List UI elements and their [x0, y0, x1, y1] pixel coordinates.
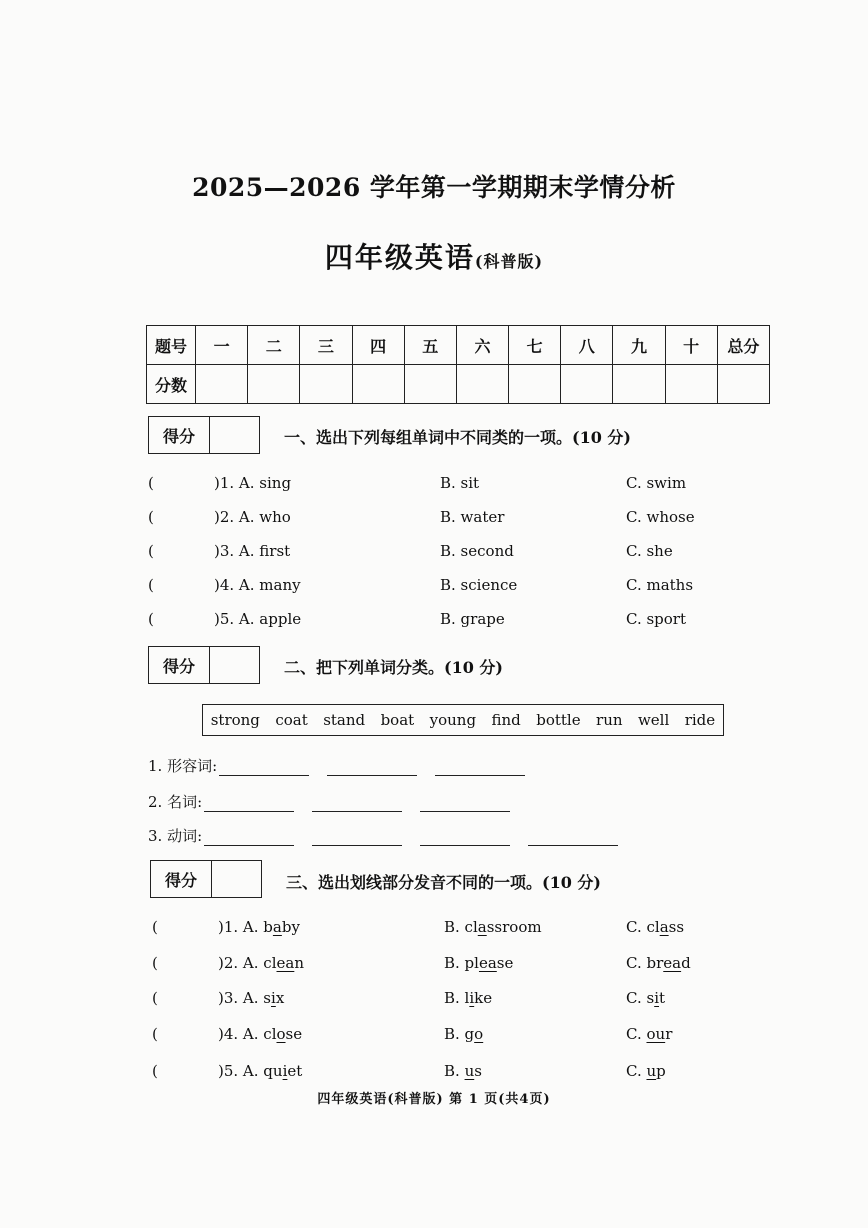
answer-paren[interactable]: ( [148, 542, 154, 560]
score-table-score-row [147, 365, 770, 404]
score-table-header-row [147, 326, 770, 365]
score-cell[interactable] [509, 365, 561, 404]
word-bank-item: bottle [536, 711, 581, 729]
answer-paren[interactable]: ( [152, 954, 158, 972]
score-cell[interactable] [300, 365, 352, 404]
underlined-letters: a [477, 918, 487, 936]
underlined-letters: ea [663, 954, 682, 972]
answer-blank[interactable] [204, 829, 294, 846]
option-c [626, 1062, 666, 1080]
option-b: B. science [440, 576, 518, 594]
option-text: ke [474, 989, 493, 1007]
section1-title: 一、选出下列每组单词中不同类的一项。(10 分) [284, 428, 631, 447]
option-b: B. water [440, 508, 505, 526]
option-text: ssroom [486, 918, 542, 936]
word-bank-item: stand [323, 711, 366, 729]
answer-blank[interactable] [435, 759, 525, 776]
underlined-letters: ea [276, 954, 295, 972]
score-box-label: 得分 [149, 647, 210, 683]
word-bank-item: coat [275, 711, 308, 729]
option-c [626, 918, 684, 936]
option-c [626, 954, 691, 972]
option-text: C. [626, 1062, 647, 1080]
answer-blank[interactable] [420, 795, 510, 812]
question-row [152, 918, 712, 942]
category-verb [148, 822, 636, 846]
score-box-label: 得分 [151, 861, 212, 897]
col-total: 总分 [717, 326, 769, 365]
exam-title: 2025—2026 学年第一学期期末学情分析 [192, 173, 676, 202]
option-text: t [659, 989, 666, 1007]
option-a [218, 954, 304, 972]
question-row [152, 954, 712, 978]
score-table [146, 325, 770, 404]
option-text: )3. A. s [218, 989, 271, 1007]
answer-blank[interactable] [219, 759, 309, 776]
underlined-letters: i [271, 989, 276, 1007]
underlined-letters: a [272, 918, 282, 936]
underlined-letters: u [646, 1062, 657, 1080]
score-cell[interactable] [196, 365, 248, 404]
option-a [218, 1025, 302, 1043]
answer-paren[interactable]: ( [148, 508, 154, 526]
question-row [148, 542, 708, 566]
option-c [626, 989, 665, 1007]
answer-blank[interactable] [420, 829, 510, 846]
option-a [218, 989, 284, 1007]
col-4: 四 [352, 326, 404, 365]
option-text: ss [668, 918, 685, 936]
answer-blank[interactable] [327, 759, 417, 776]
score-cell[interactable] [404, 365, 456, 404]
score-box-blank[interactable] [210, 647, 259, 683]
option-text: x [275, 989, 285, 1007]
option-text: B. pl [444, 954, 479, 972]
option-c: C. she [626, 542, 673, 560]
option-c: C. maths [626, 576, 694, 594]
underlined-letters: o [474, 1025, 484, 1043]
col-3: 三 [300, 326, 352, 365]
page-footer: 四年级英语(科普版) 第 1 页(共4页) [317, 1092, 551, 1107]
answer-blank[interactable] [528, 829, 618, 846]
option-b [444, 989, 492, 1007]
category-noun [148, 788, 528, 812]
option-text: C. br [626, 954, 664, 972]
underlined-letters: i [282, 1062, 288, 1080]
word-bank-item: well [637, 711, 670, 729]
underlined-letters: u [464, 1062, 475, 1080]
option-b [444, 1025, 483, 1043]
category-label: 1. 形容词: [148, 757, 218, 775]
score-cell[interactable] [248, 365, 300, 404]
section3-score-box [150, 860, 262, 898]
category-label: 2. 名词: [148, 793, 203, 811]
score-cell[interactable] [456, 365, 508, 404]
col-1: 一 [196, 326, 248, 365]
option-b: B. second [440, 542, 514, 560]
option-a [218, 918, 300, 936]
section3-title: 三、选出划线部分发音不同的一项。(10 分) [286, 873, 601, 892]
option-text: p [656, 1062, 666, 1080]
answer-paren[interactable]: ( [152, 1025, 158, 1043]
option-text: B. cl [444, 918, 478, 936]
underlined-letters: ou [646, 1025, 666, 1043]
option-text: s [474, 1062, 482, 1080]
answer-blank[interactable] [204, 795, 294, 812]
col-2: 二 [248, 326, 300, 365]
question-row [152, 1025, 712, 1049]
option-c [626, 1025, 672, 1043]
option-c: C. sport [626, 610, 687, 628]
category-label: 3. 动词: [148, 827, 203, 845]
section1-score-box [148, 416, 260, 454]
col-8: 八 [561, 326, 613, 365]
option-text: et [287, 1062, 303, 1080]
option-text: C. cl [626, 918, 660, 936]
underlined-letters: ea [478, 954, 497, 972]
word-bank-item: young [429, 711, 477, 729]
option-text: n [294, 954, 304, 972]
option-text: B. g [444, 1025, 475, 1043]
option-text: se [285, 1025, 303, 1043]
score-box-blank[interactable] [212, 861, 261, 897]
option-text: B. [444, 1062, 465, 1080]
underlined-letters: a [659, 918, 669, 936]
question-row [148, 610, 708, 634]
answer-paren[interactable]: ( [152, 1062, 158, 1080]
col-10: 十 [665, 326, 717, 365]
score-cell[interactable] [561, 365, 613, 404]
word-bank-item: ride [684, 711, 716, 729]
score-cell[interactable] [613, 365, 665, 404]
underlined-letters: i [654, 989, 659, 1007]
category-adjective [148, 752, 543, 776]
option-text: )1. A. b [218, 918, 273, 936]
score-box-blank[interactable] [210, 417, 259, 453]
answer-paren[interactable]: ( [148, 576, 154, 594]
question-row [148, 474, 708, 498]
answer-paren[interactable]: ( [152, 989, 158, 1007]
row-label-score: 分数 [147, 365, 196, 404]
col-5: 五 [404, 326, 456, 365]
underlined-letters: o [276, 1025, 286, 1043]
score-cell[interactable] [717, 365, 769, 404]
row-label-question-number: 题号 [147, 326, 196, 365]
underlined-letters: i [469, 989, 475, 1007]
option-text: )4. A. cl [218, 1025, 277, 1043]
option-b: B. sit [440, 474, 480, 492]
question-row [148, 576, 708, 600]
option-text: )5. A. qu [218, 1062, 283, 1080]
question-row [148, 508, 708, 532]
option-text: C. s [626, 989, 655, 1007]
option-text: d [681, 954, 691, 972]
option-c: C. whose [626, 508, 695, 526]
option-text: C. [626, 1025, 647, 1043]
exam-subject [0, 236, 868, 276]
answer-blank[interactable] [312, 795, 402, 812]
word-bank [202, 704, 724, 736]
col-6: 六 [456, 326, 508, 365]
option-b [444, 954, 513, 972]
option-text: B. l [444, 989, 470, 1007]
option-a: )2. A. who [214, 508, 291, 526]
option-b [444, 1062, 482, 1080]
question-row [152, 989, 712, 1013]
answer-paren[interactable]: ( [148, 610, 154, 628]
col-9: 九 [613, 326, 665, 365]
option-b: B. grape [440, 610, 505, 628]
option-a: )4. A. many [214, 576, 301, 594]
section2-title: 二、把下列单词分类。(10 分) [284, 658, 503, 677]
word-bank-item: strong [210, 711, 260, 729]
option-text: by [281, 918, 300, 936]
option-text: r [665, 1025, 673, 1043]
col-7: 七 [509, 326, 561, 365]
answer-blank[interactable] [312, 829, 402, 846]
score-cell[interactable] [352, 365, 404, 404]
option-a: )1. A. sing [214, 474, 292, 492]
option-a: )3. A. first [214, 542, 291, 560]
option-a [218, 1062, 302, 1080]
answer-paren[interactable]: ( [152, 918, 158, 936]
section2-score-box [148, 646, 260, 684]
option-a: )5. A. apple [214, 610, 302, 628]
edition-label: (科普版) [474, 252, 544, 271]
answer-paren[interactable]: ( [148, 474, 154, 492]
option-b [444, 918, 542, 936]
option-text: )2. A. cl [218, 954, 277, 972]
subject-name: 四年级英语 [324, 241, 475, 274]
word-bank-item: run [596, 711, 623, 729]
word-bank-item: find [491, 711, 521, 729]
option-c: C. swim [626, 474, 687, 492]
word-bank-item: boat [380, 711, 415, 729]
option-text: se [496, 954, 514, 972]
score-cell[interactable] [665, 365, 717, 404]
question-row [152, 1062, 712, 1086]
score-box-label: 得分 [149, 417, 210, 453]
